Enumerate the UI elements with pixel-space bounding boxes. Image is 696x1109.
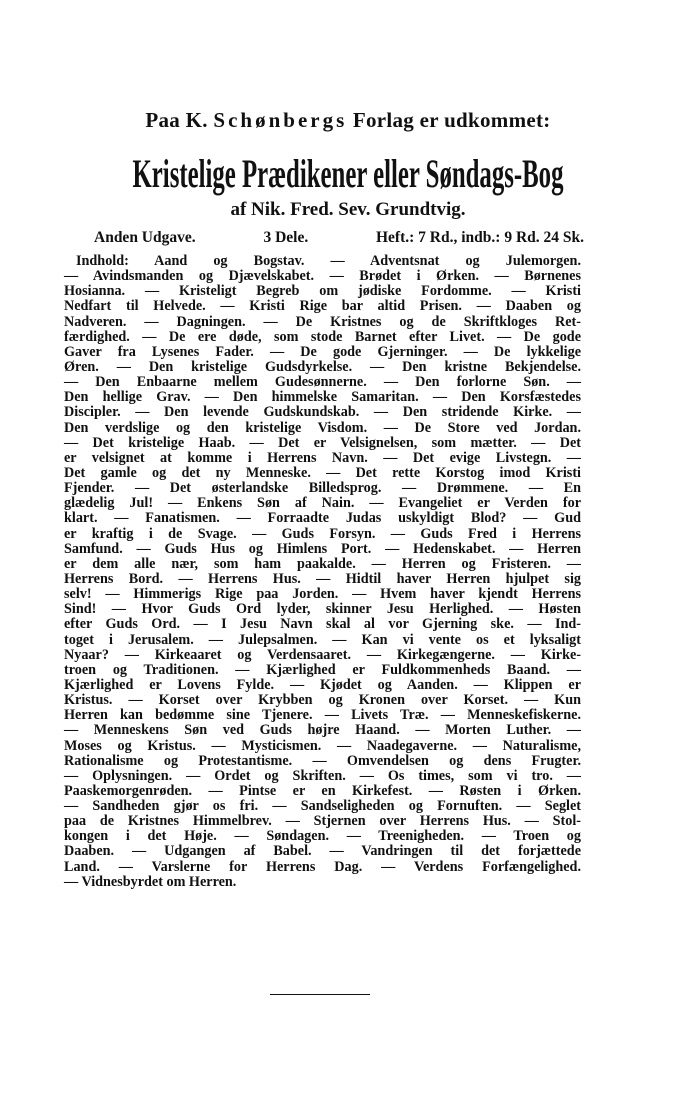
contents-line: Herrens Bord. — Herrens Hus. — Hidtil haver Herren hjulpet sig bbox=[64, 570, 581, 587]
publisher-prefix: Paa K. bbox=[145, 108, 208, 132]
contents-line: er kraftig i de Svage. — Guds Forsyn. — Guds Fred i Herrens bbox=[64, 525, 581, 542]
closing-rule bbox=[270, 994, 370, 995]
edition-label: Anden Udgave. bbox=[94, 229, 196, 246]
contents-line: Det gamle og det ny Menneske. — Det rette Korstog imod Kristi bbox=[64, 464, 581, 481]
publisher-announcement bbox=[0, 108, 696, 133]
contents-line: — Den Enbaarne mellem Gudesønnerne. — Den forlorne Søn. — bbox=[64, 374, 581, 391]
contents-line: toget i Jerusalem. — Julepsalmen. — Kan vi vente os et lyksaligt bbox=[64, 631, 581, 648]
contents-line: Øren. — Den kristelige Gudsdyrkelse. — Den kristne Bekjendelse. bbox=[64, 358, 581, 375]
contents-line: Den hellige Grav. — Den himmelske Samaritan. — Den Korsfæstedes bbox=[64, 389, 581, 406]
contents-line: er dem alle nær, som ham paakalde. — Herren og Fristeren. — bbox=[64, 555, 581, 572]
contents-line: Fjender. — Det østerlandske Billedsprog. — Drømmene. — En bbox=[64, 480, 581, 497]
contents-line: Herren kan bedømme sine Tjenere. — Livets Træ. — Menneskefiskerne. bbox=[64, 707, 581, 724]
price-info: Heft.: 7 Rd., indb.: 9 Rd. 24 Sk. bbox=[376, 229, 584, 246]
contents-line: Paaskemorgenrøden. — Pintse er en Kirkefest. — Røsten i Ørken. bbox=[64, 782, 581, 799]
publisher-name: Schønbergs bbox=[213, 108, 348, 132]
contents-line: Sind! — Hvor Guds Ord lyder, skinner Jesu Herlighed. — Høsten bbox=[64, 601, 581, 618]
contents-line: kongen i det Høje. — Søndagen. — Treenigheden. — Troen og bbox=[64, 828, 581, 845]
contents-line: Nedfart til Helvede. — Kristi Rige bar altid Prisen. — Daaben og bbox=[64, 298, 581, 315]
contents-line: Rationalisme og Protestantisme. — Omvendelsen og dens Frugter. bbox=[64, 752, 581, 769]
contents-line: Moses og Kristus. — Mysticismen. — Naadegaverne. — Naturalisme, bbox=[64, 737, 581, 754]
contents-line: Kjærlighed er Lovens Fylde. — Kjødet og Aanden. — Klippen er bbox=[64, 676, 581, 693]
contents-line: klart. — Fanatismen. — Forraadte Judas uskyldigt Blod? — Gud bbox=[64, 510, 581, 527]
publisher-suffix: Forlag er udkommet: bbox=[352, 108, 551, 132]
book-title: Kristelige Prædikener eller Søndags-Bog bbox=[132, 151, 564, 196]
contents-line: Samfund. — Guds Hus og Himlens Port. — Hedenskabet. — Herren bbox=[64, 540, 581, 557]
contents-line: Nadveren. — Dagningen. — De Kristnes og de Skriftkloges Ret- bbox=[64, 313, 581, 330]
volume-count: 3 Dele. bbox=[263, 229, 309, 246]
contents-line: selv! — Himmerigs Rige paa Jorden. — Hvem haver kjendt Herrens bbox=[64, 586, 581, 603]
contents-line: Daaben. — Udgangen af Babel. — Vandringen til det forjættede bbox=[64, 843, 581, 860]
contents-line: paa de Kristnes Himmelbrev. — Stjernen over Herrens Hus. — Stol- bbox=[64, 813, 581, 830]
contents-line: — Avindsmanden og Djævelskabet. — Brødet i Ørken. — Børnenes bbox=[64, 268, 581, 285]
contents-line: Indhold: Aand og Bogstav. — Adventsnat og Julemorgen. bbox=[76, 253, 581, 269]
contents-line: Hosianna. — Kristeligt Begreb om jødiske Fordomme. — Kristi bbox=[64, 283, 581, 300]
contents-line: færdighed. — De ere døde, som stode Barnet efter Livet. — De gode bbox=[64, 328, 581, 345]
contents-line: efter Guds Ord. — I Jesu Navn skal al vor Gjerning ske. — Ind- bbox=[64, 616, 581, 633]
contents-line: — Sandheden gjør os fri. — Sandseligheden og Fornuften. — Seglet bbox=[64, 798, 581, 815]
contents-line: Discipler. — Den levende Gudskundskab. — Den stridende Kirke. — bbox=[64, 404, 581, 421]
book-author: af Nik. Fred. Sev. Grundtvig. bbox=[230, 199, 466, 220]
contents-line: troen og Traditionen. — Kjærlighed er Fuldkommenheds Baand. — bbox=[64, 661, 581, 678]
contents-line: er velsignet at komme i Herrens Navn. — Det evige Livstegn. — bbox=[64, 449, 581, 466]
contents-line: glædelig Jul! — Enkens Søn af Nain. — Evangeliet er Verden for bbox=[64, 495, 581, 512]
edition-info bbox=[94, 229, 584, 247]
contents-line: Land. — Varslerne for Herrens Dag. — Verdens Forfængelighed. bbox=[64, 858, 581, 875]
contents-line: Nyaar? — Kirkeaaret og Verdensaaret. — Kirkegængerne. — Kirke- bbox=[64, 646, 581, 663]
contents-line: Gaver fra Lysenes Fader. — De gode Gjerninger. — De lykkelige bbox=[64, 343, 581, 360]
contents-line: — Menneskens Søn ved Guds højre Haand. — Morten Luther. — bbox=[64, 722, 581, 739]
contents-line: Kristus. — Korset over Krybben og Kronen over Korset. — Kun bbox=[64, 692, 581, 709]
contents-line: — Det kristelige Haab. — Det er Velsignelsen, som mætter. — Det bbox=[64, 434, 581, 451]
contents-line: — Oplysningen. — Ordet og Skriften. — Os times, som vi tro. — bbox=[64, 767, 581, 784]
contents-line: Den verdslige og den kristelige Visdom. — De Store ved Jordan. bbox=[64, 419, 581, 436]
contents-line: — Vidnesbyrdet om Herren. bbox=[64, 873, 237, 890]
contents-list bbox=[64, 254, 581, 890]
